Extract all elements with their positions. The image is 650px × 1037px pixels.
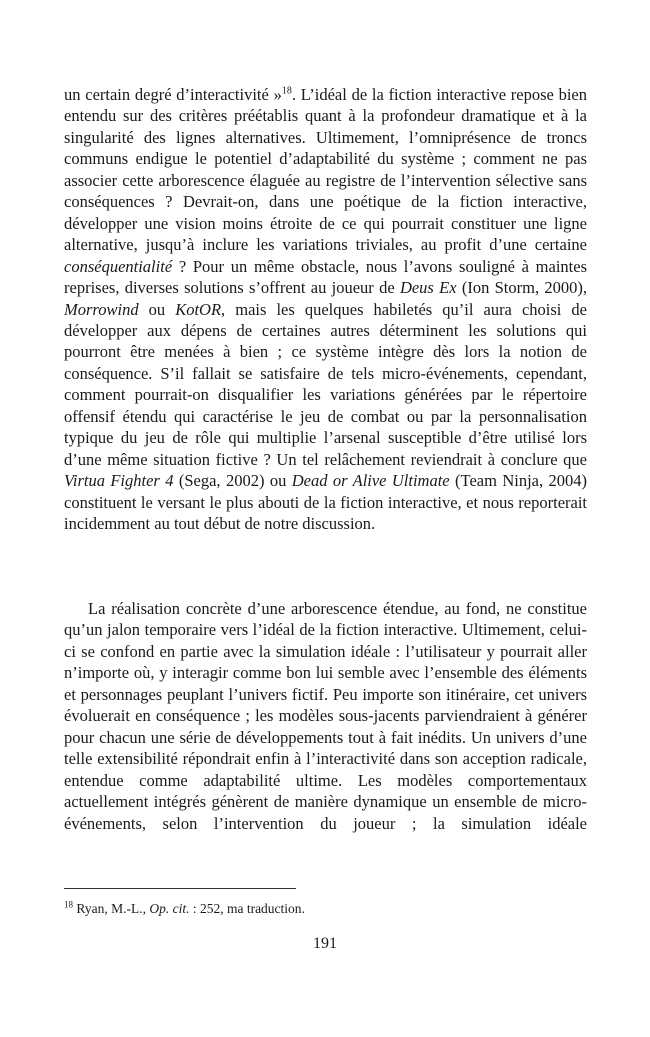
game-title: Virtua Fighter 4 [64,471,174,491]
footnote [64,900,587,918]
body-paragraph-1 [64,84,587,535]
text-run: un certain degré d’interactivité » [64,85,282,104]
game-title: Dead or Alive Ultimate [291,471,450,491]
footnote-text: Ryan, M.-L., [73,901,150,916]
text-run: ? Pour un même obstacle, nous l’avons souligné à maintes reprises, diverses solutions s’offrent au joueur de [64,256,587,298]
footnote-italic: Op. cit. [149,901,190,916]
text-run: (Ion Storm, 2000), [456,278,587,298]
text-run: ou [138,299,176,319]
game-title: KotOR [175,299,222,319]
body-paragraph-2: La réalisation concrète d’une arborescence étendue, au fond, ne constitue qu’un jalon temporaire vers l’idéal de la fiction interactive. Ultimement, celui-ci se confond en partie avec la simulation idéale : l’utilisateur y pourrait aller n’importe où, y interagir comme bon lui semble avec l’ensemble des éléments et personnages peuplant l’univers fictif. Peu importe son itinéraire, cet univers évoluerait en conséquence ; les modèles sous-jacents parviendraient à générer pour chacun une série de développements tout à fait inédits. Un univers d’une telle extensibilité répondrait enfin à l’interactivité dans son acception radicale, entendue comme adaptabilité ultime. Les modèles comportementaux actuellement intégrés génèrent de manière dynamique un ensemble de micro-événements, selon l’intervention du joueur ; la simulation idéale [64,599,587,833]
page-number: 191 [313,935,337,952]
footnote-reference: 18 [281,85,292,97]
text-run: (Team Ninja, 2004) constituent le versant le plus abouti de la fiction interactive, et nous reporterait incidemment au tout début de notre discussion. [64,471,587,534]
game-title: Deus Ex [399,278,457,298]
game-title: Morrowind [64,299,139,319]
footnote-number: 18 [64,899,73,910]
italic-term: conséquentialité [64,256,173,276]
footnote-separator [64,888,296,889]
text-run: . L’idéal de la fiction interactive repose bien entendu sur des critères préétablis quant à la profondeur dramatique et à la singularité des lignes alternatives. Ultimement, l’omniprésence de troncs communs endigue le potentiel d’adaptabilité du système ; comment ne pas associer cette arborescence élaguée au registre de l’intervention sélective sans conséquences ? Devrait-on, dans une poétique de la fiction interactive, développer une vision moins étroite de ce qui pourrait constituer une ligne alternative, jusqu’à inclure les variations triviales, au profit d’une certaine [64,85,587,255]
footnote-text: : 252, ma traduction. [189,901,305,916]
text-run: (Sega, 2002) ou [173,471,292,491]
text-run: , mais les quelques habiletés qu’il aura choisi de développer aux dépens de certaines autres déterminent les solutions qui pourront être menées à bien ; ce système intègre dès lors la notion de conséquence. S’il fallait se satisfaire de tels micro-événements, cependant, comment pourrait-on disqualifier les variations générées par le répertoire offensif étendu qui caractérise le jeu de combat ou par la personnalisation typique du jeu de rôle qui multiplie l’arsenal susceptible d’être utilisé lors d’une même situation fictive ? Un tel relâchement reviendrait à conclure que [64,299,587,469]
